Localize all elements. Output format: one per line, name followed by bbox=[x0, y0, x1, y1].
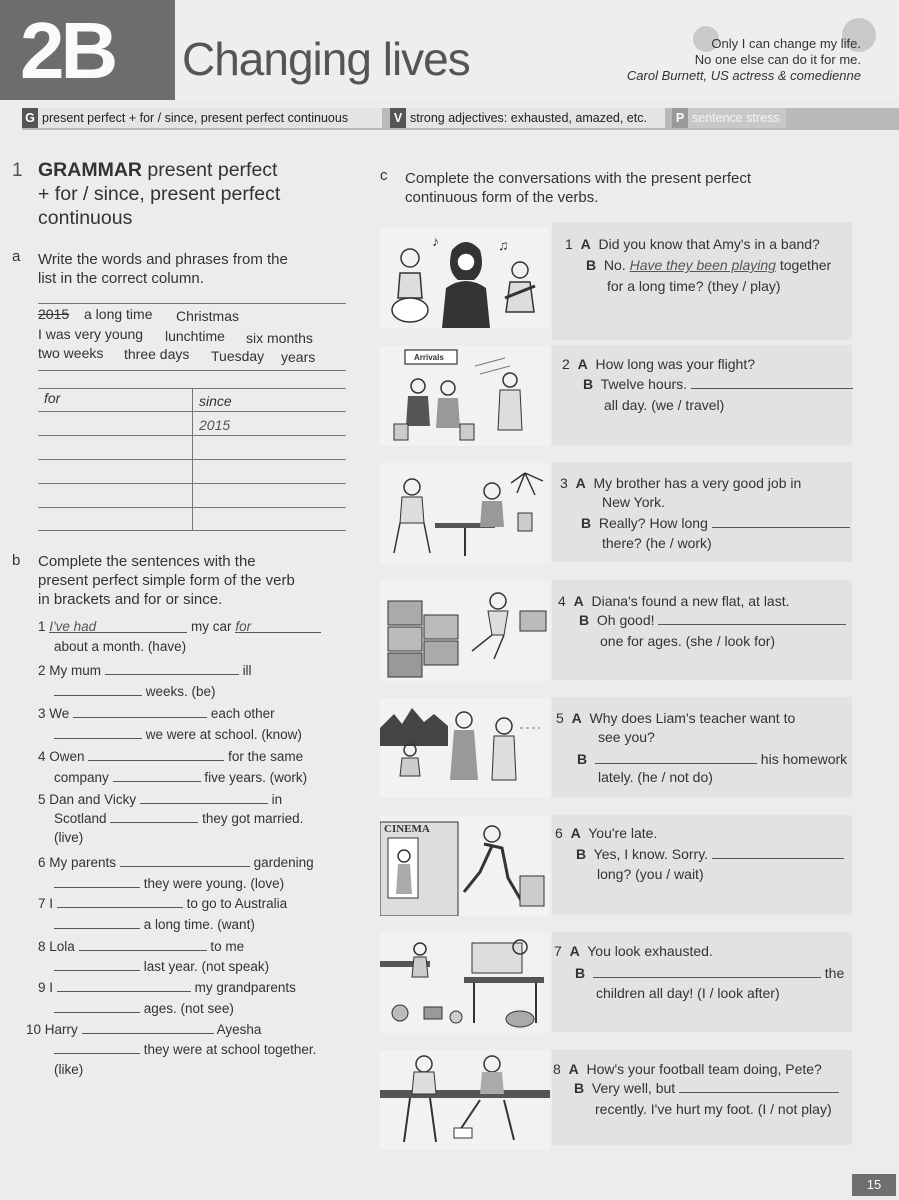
item-text: Ayesha bbox=[216, 1022, 262, 1037]
item-text: they got married. bbox=[202, 811, 304, 826]
answer-blank[interactable] bbox=[88, 747, 224, 761]
item-text: for the same bbox=[228, 749, 304, 764]
section-title-text: present perfect bbox=[147, 159, 278, 181]
answer-blank[interactable] bbox=[82, 1020, 214, 1034]
sentence-item bbox=[54, 957, 269, 974]
conversation-line bbox=[575, 963, 844, 983]
conversation-line bbox=[565, 234, 820, 254]
conversation-text: long? (you / wait) bbox=[597, 866, 704, 882]
answer-blank[interactable] bbox=[105, 661, 239, 675]
answer-blank[interactable] bbox=[54, 915, 140, 929]
item-text: gardening bbox=[253, 855, 314, 870]
conversation-number: 7 bbox=[554, 943, 562, 959]
conversation-line bbox=[579, 610, 846, 630]
item-text: my car bbox=[191, 619, 232, 634]
school-illustration bbox=[380, 698, 550, 798]
conversation-text: the bbox=[824, 965, 845, 981]
sentence-item bbox=[54, 768, 307, 785]
arrivals-sign: Arrivals bbox=[414, 353, 444, 362]
playroom-illustration bbox=[380, 933, 550, 1033]
conversation-number: 5 bbox=[556, 710, 564, 726]
conversation-number: 8 bbox=[553, 1061, 561, 1077]
word-item: two weeks bbox=[38, 345, 104, 361]
word-item: 2015 bbox=[38, 306, 70, 322]
sentence-item bbox=[54, 915, 255, 932]
topic-tag: G bbox=[22, 108, 38, 128]
conversation-number: 4 bbox=[558, 593, 566, 609]
answer-blank[interactable] bbox=[679, 1079, 839, 1093]
instruction-line: Complete the sentences with the bbox=[38, 553, 256, 570]
topic-vocabulary bbox=[390, 108, 665, 128]
answer-blank[interactable] bbox=[595, 750, 757, 764]
answer-blank[interactable] bbox=[712, 514, 850, 528]
conversation-text: Yes, I know. Sorry. bbox=[593, 846, 709, 862]
exercise-label-b: b bbox=[12, 552, 21, 569]
example-answer: I've had bbox=[49, 619, 97, 634]
speaker-label: A bbox=[568, 1061, 579, 1077]
exercise-c-instruction bbox=[405, 169, 751, 207]
conversation-text: children all day! (I / look after) bbox=[596, 985, 780, 1001]
moving-boxes-illustration bbox=[380, 581, 550, 681]
conversation-line bbox=[586, 255, 831, 275]
word-item: years bbox=[281, 349, 316, 365]
topic-text: present perfect + for / since, present perfect continuous bbox=[42, 111, 349, 125]
conversation-text: his homework bbox=[760, 751, 848, 767]
word-item: Tuesday bbox=[211, 348, 265, 364]
answer-blank[interactable] bbox=[593, 964, 821, 978]
svg-text:♫: ♫ bbox=[498, 237, 509, 253]
conversation-text: for a long time? (they / play) bbox=[607, 278, 781, 294]
topic-text: strong adjectives: exhausted, amazed, etc. bbox=[410, 111, 647, 125]
item-text: to me bbox=[210, 939, 245, 954]
item-text: in bbox=[271, 792, 283, 807]
answer-blank[interactable] bbox=[235, 619, 321, 633]
conversation-line bbox=[553, 1059, 822, 1079]
item-text: Harry bbox=[44, 1022, 78, 1037]
instruction-line: in brackets and for or since. bbox=[38, 591, 223, 608]
word-item: I was very young bbox=[38, 326, 144, 342]
word-item: six months bbox=[246, 330, 313, 346]
sentence-item bbox=[38, 937, 244, 954]
answer-blank[interactable] bbox=[49, 619, 187, 633]
topic-tag: V bbox=[390, 108, 406, 128]
conversation-line bbox=[554, 941, 713, 961]
item-text: each other bbox=[210, 706, 275, 721]
item-text: Scotland bbox=[54, 811, 107, 826]
answer-blank[interactable] bbox=[73, 704, 207, 718]
speaker-label: B bbox=[581, 515, 592, 531]
item-text: five years. (work) bbox=[204, 770, 308, 785]
airport-illustration bbox=[380, 346, 550, 446]
answer-blank[interactable] bbox=[57, 894, 183, 908]
sentence-item bbox=[54, 874, 284, 891]
answer-blank[interactable] bbox=[110, 809, 198, 823]
cinema-illustration bbox=[380, 816, 550, 916]
conversation-line bbox=[576, 844, 844, 864]
conversation-line bbox=[555, 823, 657, 843]
table-line bbox=[38, 530, 346, 531]
answer-blank[interactable] bbox=[54, 999, 140, 1013]
sentence-item bbox=[38, 894, 287, 911]
conversation-line bbox=[574, 1078, 839, 1098]
speaker-label: B bbox=[586, 257, 597, 273]
item-number: 7 bbox=[38, 896, 46, 911]
conversation-text: see you? bbox=[598, 729, 655, 745]
answer-blank[interactable] bbox=[691, 375, 853, 389]
item-text: Owen bbox=[49, 749, 85, 764]
example-answer: for bbox=[235, 619, 252, 634]
section-title-text: continuous bbox=[38, 207, 133, 229]
sentence-item bbox=[54, 809, 303, 826]
speaker-label: B bbox=[574, 1080, 585, 1096]
word-box-top bbox=[38, 303, 346, 304]
exercise-a-instruction bbox=[38, 250, 288, 288]
answer-blank[interactable] bbox=[54, 874, 140, 888]
item-text: I bbox=[49, 980, 54, 995]
sentence-item bbox=[38, 661, 252, 678]
svg-text:♪: ♪ bbox=[432, 233, 439, 249]
sentence-item bbox=[38, 704, 275, 721]
word-item: Christmas bbox=[176, 308, 240, 324]
item-text: a long time. (want) bbox=[143, 917, 255, 932]
column-header-since: since bbox=[199, 393, 232, 409]
exercise-label-a: a bbox=[12, 248, 21, 265]
speaker-label: B bbox=[579, 612, 590, 628]
conversation-number: 1 bbox=[565, 236, 573, 252]
sentence-item bbox=[38, 619, 321, 634]
section-title-text: + for / since, present perfect bbox=[38, 183, 281, 205]
item-text: about a month. (have) bbox=[54, 639, 187, 654]
answer-blank[interactable] bbox=[712, 845, 844, 859]
item-text: last year. (not speak) bbox=[143, 959, 270, 974]
conversation-text: recently. I've hurt my foot. (I / not play) bbox=[595, 1101, 832, 1117]
item-text: I bbox=[49, 896, 54, 911]
conversation-text: all day. (we / travel) bbox=[604, 397, 725, 413]
speaker-label: B bbox=[577, 751, 588, 767]
conversation-line bbox=[581, 513, 850, 533]
item-text: My parents bbox=[49, 855, 117, 870]
conversation-text: Oh good! bbox=[596, 612, 655, 628]
speaker-label: B bbox=[576, 846, 587, 862]
conversation-number: 6 bbox=[555, 825, 563, 841]
conversation-text: You look exhausted. bbox=[587, 943, 713, 959]
page-number: 15 bbox=[852, 1174, 896, 1196]
conversation-text: there? (he / work) bbox=[602, 535, 712, 551]
topic-text: sentence stress bbox=[692, 111, 780, 125]
conversation-text: Very well, but bbox=[591, 1080, 676, 1096]
quote-author: Carol Burnett, US actress & comedienne bbox=[626, 68, 861, 83]
conversation-line bbox=[577, 749, 847, 769]
speaker-label: A bbox=[580, 236, 591, 252]
item-text: my grandparents bbox=[194, 980, 296, 995]
sentence-item bbox=[38, 747, 303, 764]
item-text: to go to Australia bbox=[186, 896, 288, 911]
cafe-illustration bbox=[380, 463, 550, 563]
sentence-item bbox=[54, 725, 302, 742]
sentence-item bbox=[54, 999, 234, 1016]
sentence-item bbox=[38, 853, 314, 870]
conversation-text: My brother has a very good job in bbox=[593, 475, 802, 491]
conversation-line bbox=[558, 591, 790, 611]
speaker-label: A bbox=[571, 710, 582, 726]
conversation-text: Diana's found a new flat, at last. bbox=[591, 593, 790, 609]
answer-blank[interactable] bbox=[79, 937, 207, 951]
item-text: they were young. (love) bbox=[143, 876, 285, 891]
example-answer: Have they been playing bbox=[629, 257, 776, 273]
quote-line: No one else can do it for me. bbox=[694, 52, 861, 67]
item-text: they were at school together. bbox=[143, 1042, 317, 1057]
quote-line: Only I can change my life. bbox=[711, 36, 861, 51]
item-number: 6 bbox=[38, 855, 46, 870]
answer-blank[interactable] bbox=[113, 768, 201, 782]
item-text: Dan and Vicky bbox=[49, 792, 137, 807]
table-divider bbox=[192, 388, 193, 530]
conversation-text: Why does Liam's teacher want to bbox=[589, 710, 796, 726]
item-text: (like) bbox=[54, 1062, 84, 1077]
instruction-line: Complete the conversations with the present perfect bbox=[405, 170, 752, 187]
answer-blank[interactable] bbox=[658, 611, 846, 625]
topic-tag: P bbox=[672, 108, 688, 128]
item-text: ages. (not see) bbox=[143, 1001, 234, 1016]
quote bbox=[627, 36, 861, 84]
conversation-line bbox=[556, 708, 795, 728]
speaker-label: A bbox=[569, 943, 580, 959]
conversation-text: How's your football team doing, Pete? bbox=[586, 1061, 822, 1077]
item-text: We bbox=[49, 706, 70, 721]
answer-blank[interactable] bbox=[54, 957, 140, 971]
conversation-text: Really? How long bbox=[598, 515, 708, 531]
item-text: weeks. (be) bbox=[145, 684, 216, 699]
answer-blank[interactable] bbox=[140, 790, 268, 804]
sentence-item bbox=[54, 682, 216, 699]
topic-grammar bbox=[22, 108, 382, 128]
item-number: 4 bbox=[38, 749, 46, 764]
item-text: Lola bbox=[49, 939, 75, 954]
section-number: 1 bbox=[12, 160, 23, 181]
answer-blank[interactable] bbox=[120, 853, 250, 867]
item-number: 8 bbox=[38, 939, 46, 954]
conversation-line bbox=[583, 374, 853, 394]
section-title-bold: GRAMMAR bbox=[38, 159, 142, 181]
item-number: 1 bbox=[38, 619, 46, 634]
conversation-line bbox=[560, 473, 801, 493]
item-number: 5 bbox=[38, 792, 46, 807]
column-header-for: for bbox=[44, 390, 61, 406]
sentence-item bbox=[38, 790, 282, 807]
sentence-item bbox=[38, 978, 296, 995]
item-text: we were at school. (know) bbox=[145, 727, 302, 742]
conversation-text: one for ages. (she / look for) bbox=[600, 633, 776, 649]
conversation-text: lately. (he / not do) bbox=[598, 769, 713, 785]
conversation-text: Did you know that Amy's in a band? bbox=[598, 236, 820, 252]
item-number: 9 bbox=[38, 980, 46, 995]
conversation-text: together bbox=[779, 257, 832, 273]
answer-blank[interactable] bbox=[54, 682, 142, 696]
band-illustration bbox=[380, 228, 550, 328]
exercise-b-instruction bbox=[38, 552, 295, 609]
speaker-label: B bbox=[575, 965, 586, 981]
item-text: (live) bbox=[54, 830, 84, 845]
conversation-number: 2 bbox=[562, 356, 570, 372]
conversation-number: 3 bbox=[560, 475, 568, 491]
word-item: three days bbox=[124, 346, 190, 362]
sentence-item bbox=[26, 1020, 261, 1037]
conversation-text: Twelve hours. bbox=[600, 376, 688, 392]
item-text: ill bbox=[242, 663, 252, 678]
answer-blank[interactable] bbox=[57, 978, 191, 992]
conversation-line bbox=[562, 354, 755, 374]
word-item: a long time bbox=[84, 306, 153, 322]
word-item: lunchtime bbox=[165, 328, 225, 344]
unit-code: 2B bbox=[20, 6, 115, 95]
item-text: company bbox=[54, 770, 109, 785]
football-friends-illustration bbox=[380, 1050, 550, 1150]
answer-blank[interactable] bbox=[54, 1040, 140, 1054]
cinema-sign: CINEMA bbox=[384, 823, 430, 835]
item-number: 2 bbox=[38, 663, 46, 678]
conversation-text: New York. bbox=[602, 494, 666, 510]
conversation-text: No. bbox=[603, 257, 626, 273]
word-box-bottom bbox=[38, 370, 346, 371]
section-title bbox=[38, 158, 328, 230]
item-number: 3 bbox=[38, 706, 46, 721]
instruction-line: list in the correct column. bbox=[38, 270, 204, 287]
sentence-item bbox=[54, 1040, 316, 1057]
unit-title: Changing lives bbox=[182, 33, 470, 85]
speaker-label: A bbox=[575, 475, 586, 491]
speaker-label: A bbox=[577, 356, 588, 372]
speaker-label: A bbox=[573, 593, 584, 609]
conversation-text: You're late. bbox=[588, 825, 658, 841]
item-number: 10 bbox=[26, 1022, 42, 1037]
exercise-label-c: c bbox=[380, 167, 388, 184]
speaker-label: A bbox=[570, 825, 581, 841]
instruction-line: Write the words and phrases from the bbox=[38, 251, 288, 268]
item-text: My mum bbox=[49, 663, 102, 678]
instruction-line: continuous form of the verbs. bbox=[405, 189, 599, 206]
speaker-label: B bbox=[583, 376, 594, 392]
conversation-text: How long was your flight? bbox=[595, 356, 756, 372]
instruction-line: present perfect simple form of the verb bbox=[38, 572, 295, 589]
since-example: 2015 bbox=[199, 417, 231, 433]
answer-blank[interactable] bbox=[54, 725, 142, 739]
topic-pronunciation bbox=[672, 108, 786, 128]
